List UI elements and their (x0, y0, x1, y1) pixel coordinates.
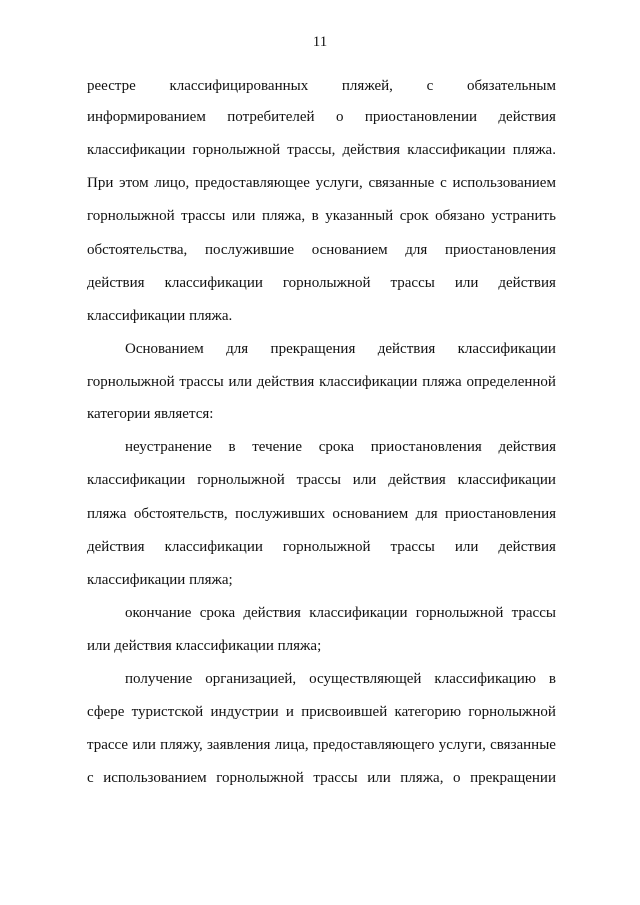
word: классификации (87, 142, 186, 158)
word: послужившие (205, 242, 295, 258)
word: горнолыжной (197, 472, 285, 488)
word: и (285, 704, 294, 720)
text-line (87, 273, 556, 293)
word: трассы (511, 605, 556, 621)
text-line (87, 735, 556, 755)
word: услуги, (438, 737, 486, 753)
word: лица, (274, 737, 309, 753)
word: классификации (457, 472, 556, 488)
word: приостановления (445, 506, 556, 522)
word: использованием (452, 175, 556, 191)
word: приостановления (370, 439, 482, 455)
word: этом (119, 175, 149, 191)
word: неустранение (125, 439, 212, 455)
word: срока (199, 605, 236, 621)
text-line (87, 140, 556, 160)
word: действия (498, 539, 556, 555)
word: действия (388, 472, 446, 488)
word: трассы (390, 275, 435, 291)
word: горнолыжной (87, 208, 175, 224)
word: использованием (103, 770, 207, 786)
word: горнолыжной (216, 770, 304, 786)
word: получение (125, 671, 193, 687)
word: пляжу, (160, 737, 203, 753)
word: трассы, (287, 142, 336, 158)
word: или (454, 275, 479, 291)
word: в (311, 208, 319, 224)
word: предоставляющее (194, 175, 310, 191)
word: пляжа (422, 374, 462, 390)
word: горнолыжной (282, 275, 371, 291)
text-line (87, 206, 556, 226)
word: или (352, 472, 377, 488)
word: в (548, 671, 556, 687)
word: организацией, (205, 671, 297, 687)
word: классификации пляжа. (87, 308, 233, 324)
word: с (426, 78, 434, 94)
word: трассы (179, 374, 224, 390)
text-line (87, 107, 556, 127)
word: трассе (87, 737, 129, 753)
word: сфере (87, 704, 125, 720)
word: прекращения (270, 341, 356, 357)
text-line (125, 339, 556, 359)
word: трассы (181, 208, 226, 224)
text-line (87, 768, 556, 788)
word: горнолыжной (192, 142, 281, 158)
word: указанный (325, 208, 394, 224)
word: пляжа. (512, 142, 556, 158)
text-line (125, 669, 556, 689)
word: лицо, (154, 175, 190, 191)
word: трассы (296, 472, 341, 488)
word: действия (87, 275, 145, 291)
word: категорию (394, 704, 462, 720)
word: действия (498, 109, 556, 125)
word: срока (318, 439, 355, 455)
word: горнолыжной (87, 374, 175, 390)
word: основанием (311, 242, 388, 258)
word: устранить (491, 208, 556, 224)
word: прекращении (470, 770, 556, 786)
word: или (231, 208, 256, 224)
word: с (440, 175, 447, 191)
word: или (454, 539, 479, 555)
text-line (87, 404, 213, 424)
word: о (453, 770, 461, 786)
word: информированием (87, 109, 206, 125)
word: о (335, 109, 344, 125)
word: для (226, 341, 249, 357)
word: Основанием (125, 341, 204, 357)
word: классификации (319, 374, 418, 390)
word: связанные (490, 737, 556, 753)
word: категории является: (87, 406, 214, 422)
word: классификации (407, 142, 506, 158)
text-line (87, 504, 556, 524)
word: для (415, 506, 438, 522)
word: или (228, 374, 252, 390)
word: горнолыжной (468, 704, 556, 720)
word: пляжей, (341, 78, 393, 94)
word: или (132, 737, 156, 753)
word: заявления (206, 737, 271, 753)
word: классификации (164, 275, 263, 291)
text-line (87, 470, 556, 490)
word: обязательным (467, 78, 556, 94)
word: потребителей (227, 109, 315, 125)
page-number: 11 (312, 34, 328, 50)
word: определенной (466, 374, 556, 390)
word: срок (399, 208, 429, 224)
word: действия (243, 605, 301, 621)
word: с (87, 770, 94, 786)
word: действия (377, 341, 436, 357)
text-line (125, 603, 556, 623)
word: приостановлении (364, 109, 477, 125)
word: для (405, 242, 428, 258)
word: окончание (125, 605, 192, 621)
word: или действия классификации пляжа; (87, 638, 322, 654)
word: классифицированных (169, 78, 309, 94)
word: основанием (332, 506, 409, 522)
word: обязано (435, 208, 485, 224)
word: трассы (313, 770, 358, 786)
word: горнолыжной (282, 539, 371, 555)
word: приостановления (444, 242, 556, 258)
text-line (87, 240, 556, 260)
text-line (87, 537, 556, 557)
text-line (125, 437, 556, 457)
word: действия (498, 439, 556, 455)
word: послуживших (235, 506, 325, 522)
text-line (87, 306, 232, 326)
word: осуществляющей (309, 671, 422, 687)
word: туристской (131, 704, 204, 720)
word: индустрии (210, 704, 279, 720)
word: классификации пляжа; (87, 572, 233, 588)
text-line (87, 636, 321, 656)
word: обстоятельств, (133, 506, 228, 522)
word: услуги, (315, 175, 363, 191)
word: действия (498, 275, 556, 291)
word: предоставляющего (312, 737, 435, 753)
word: При (87, 175, 114, 191)
word: или (367, 770, 391, 786)
word: пляжа, (400, 770, 444, 786)
word: присвоившей (301, 704, 388, 720)
word: реестре (87, 78, 136, 94)
word: пляжа (87, 506, 127, 522)
word: классификации (164, 539, 263, 555)
word: действия (342, 142, 401, 158)
text-line (87, 173, 556, 193)
word: горнолыжной (415, 605, 504, 621)
word: классификации (457, 341, 556, 357)
text-line (87, 372, 556, 392)
word: связанные (368, 175, 435, 191)
word: трассы (390, 539, 435, 555)
word: классификацию (434, 671, 536, 687)
text-line (87, 570, 233, 590)
text-line (87, 702, 556, 722)
word: течение (252, 439, 302, 455)
word: действия (256, 374, 315, 390)
word: обстоятельства, (87, 242, 188, 258)
word: действия (87, 539, 145, 555)
text-line (87, 76, 556, 96)
word: в (228, 439, 236, 455)
word: классификации (87, 472, 186, 488)
word: классификации (309, 605, 408, 621)
word: пляжа, (261, 208, 306, 224)
